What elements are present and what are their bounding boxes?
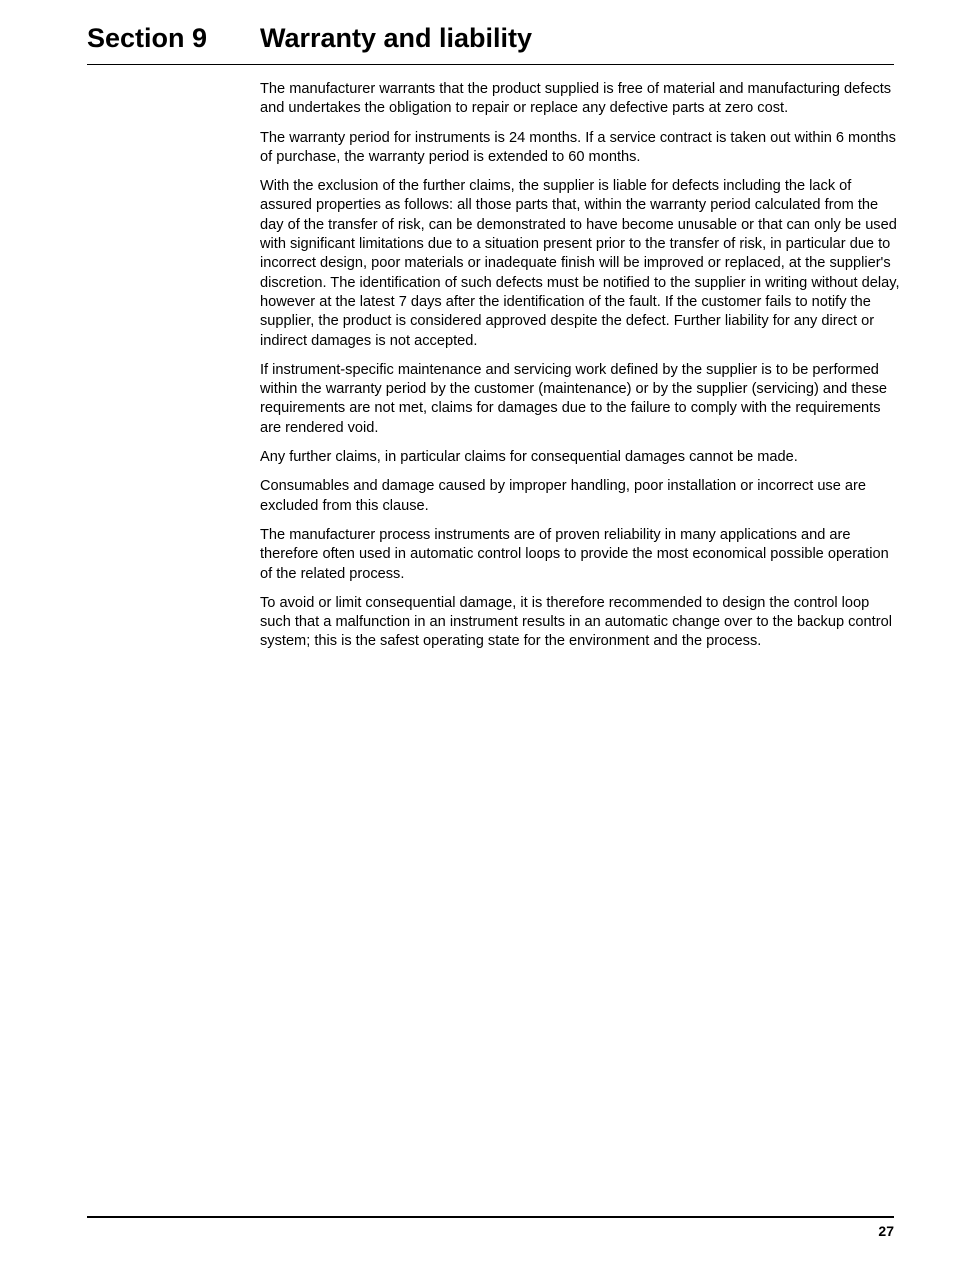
section-number: Section 9 — [87, 23, 208, 53]
paragraph-maintenance-requirements: If instrument-specific maintenance and servicing work defined by the supplier is to be performed within the warranty period by the customer (maintenance) or by the supplier (servicing) and these requirements are not met, claims for damages due to the failure to comply with the requirements are rendered void. — [260, 361, 888, 436]
paragraph-warranty-period: The warranty period for instruments is 24 months. If a service contract is taken out within 6 months of purchase, the warranty period is extended to 60 months. — [260, 129, 896, 165]
section-title: Warranty and liability — [260, 23, 533, 53]
page-footer — [87, 1216, 894, 1239]
section-header — [87, 18, 894, 65]
paragraph-reliability: The manufacturer process instruments are of proven reliability in many applications and are therefore often used in automatic control loops to provide the most economical possible operation of the related process. — [260, 526, 889, 582]
page-number: 27 — [878, 1223, 894, 1239]
paragraph-consumables-exclusion: Consumables and damage caused by improper handling, poor installation or incorrect use are excluded from this clause. — [260, 478, 866, 514]
paragraph-control-loop-recommendation: To avoid or limit consequential damage, it is therefore recommended to design the control loop such that a malfunction in an instrument results in an automatic change over to the backup control system; this is the safest operating state for the environment and the process. — [260, 594, 892, 650]
paragraph-further-claims: Any further claims, in particular claims for consequential damages cannot be made. — [260, 449, 798, 466]
paragraph-supplier-liability: With the exclusion of the further claims, the supplier is liable for defects including the lack of assured properties as follows: all those parts that, within the warranty period calculated from the day of the transfer of risk, can be demonstrated to have become unusable or that can only be used with significant limitations due to a situation present prior to the transfer of risk, in particular due to incorrect design, poor materials or inadequate finish will be improved or replaced, at the supplier's discretion. The identification of such defects must be notified to the supplier in writing without delay, however at the latest 7 days after the identification of the fault. If the customer fails to notify the supplier, the product is considered approved despite the defect. Further liability for any direct or indirect damages is not accepted. — [260, 178, 900, 349]
body-text — [260, 80, 900, 662]
paragraph-warranty-scope: The manufacturer warrants that the product supplied is free of material and manufacturing defects and undertakes the obligation to repair or replace any defective parts at zero cost. — [260, 81, 892, 117]
